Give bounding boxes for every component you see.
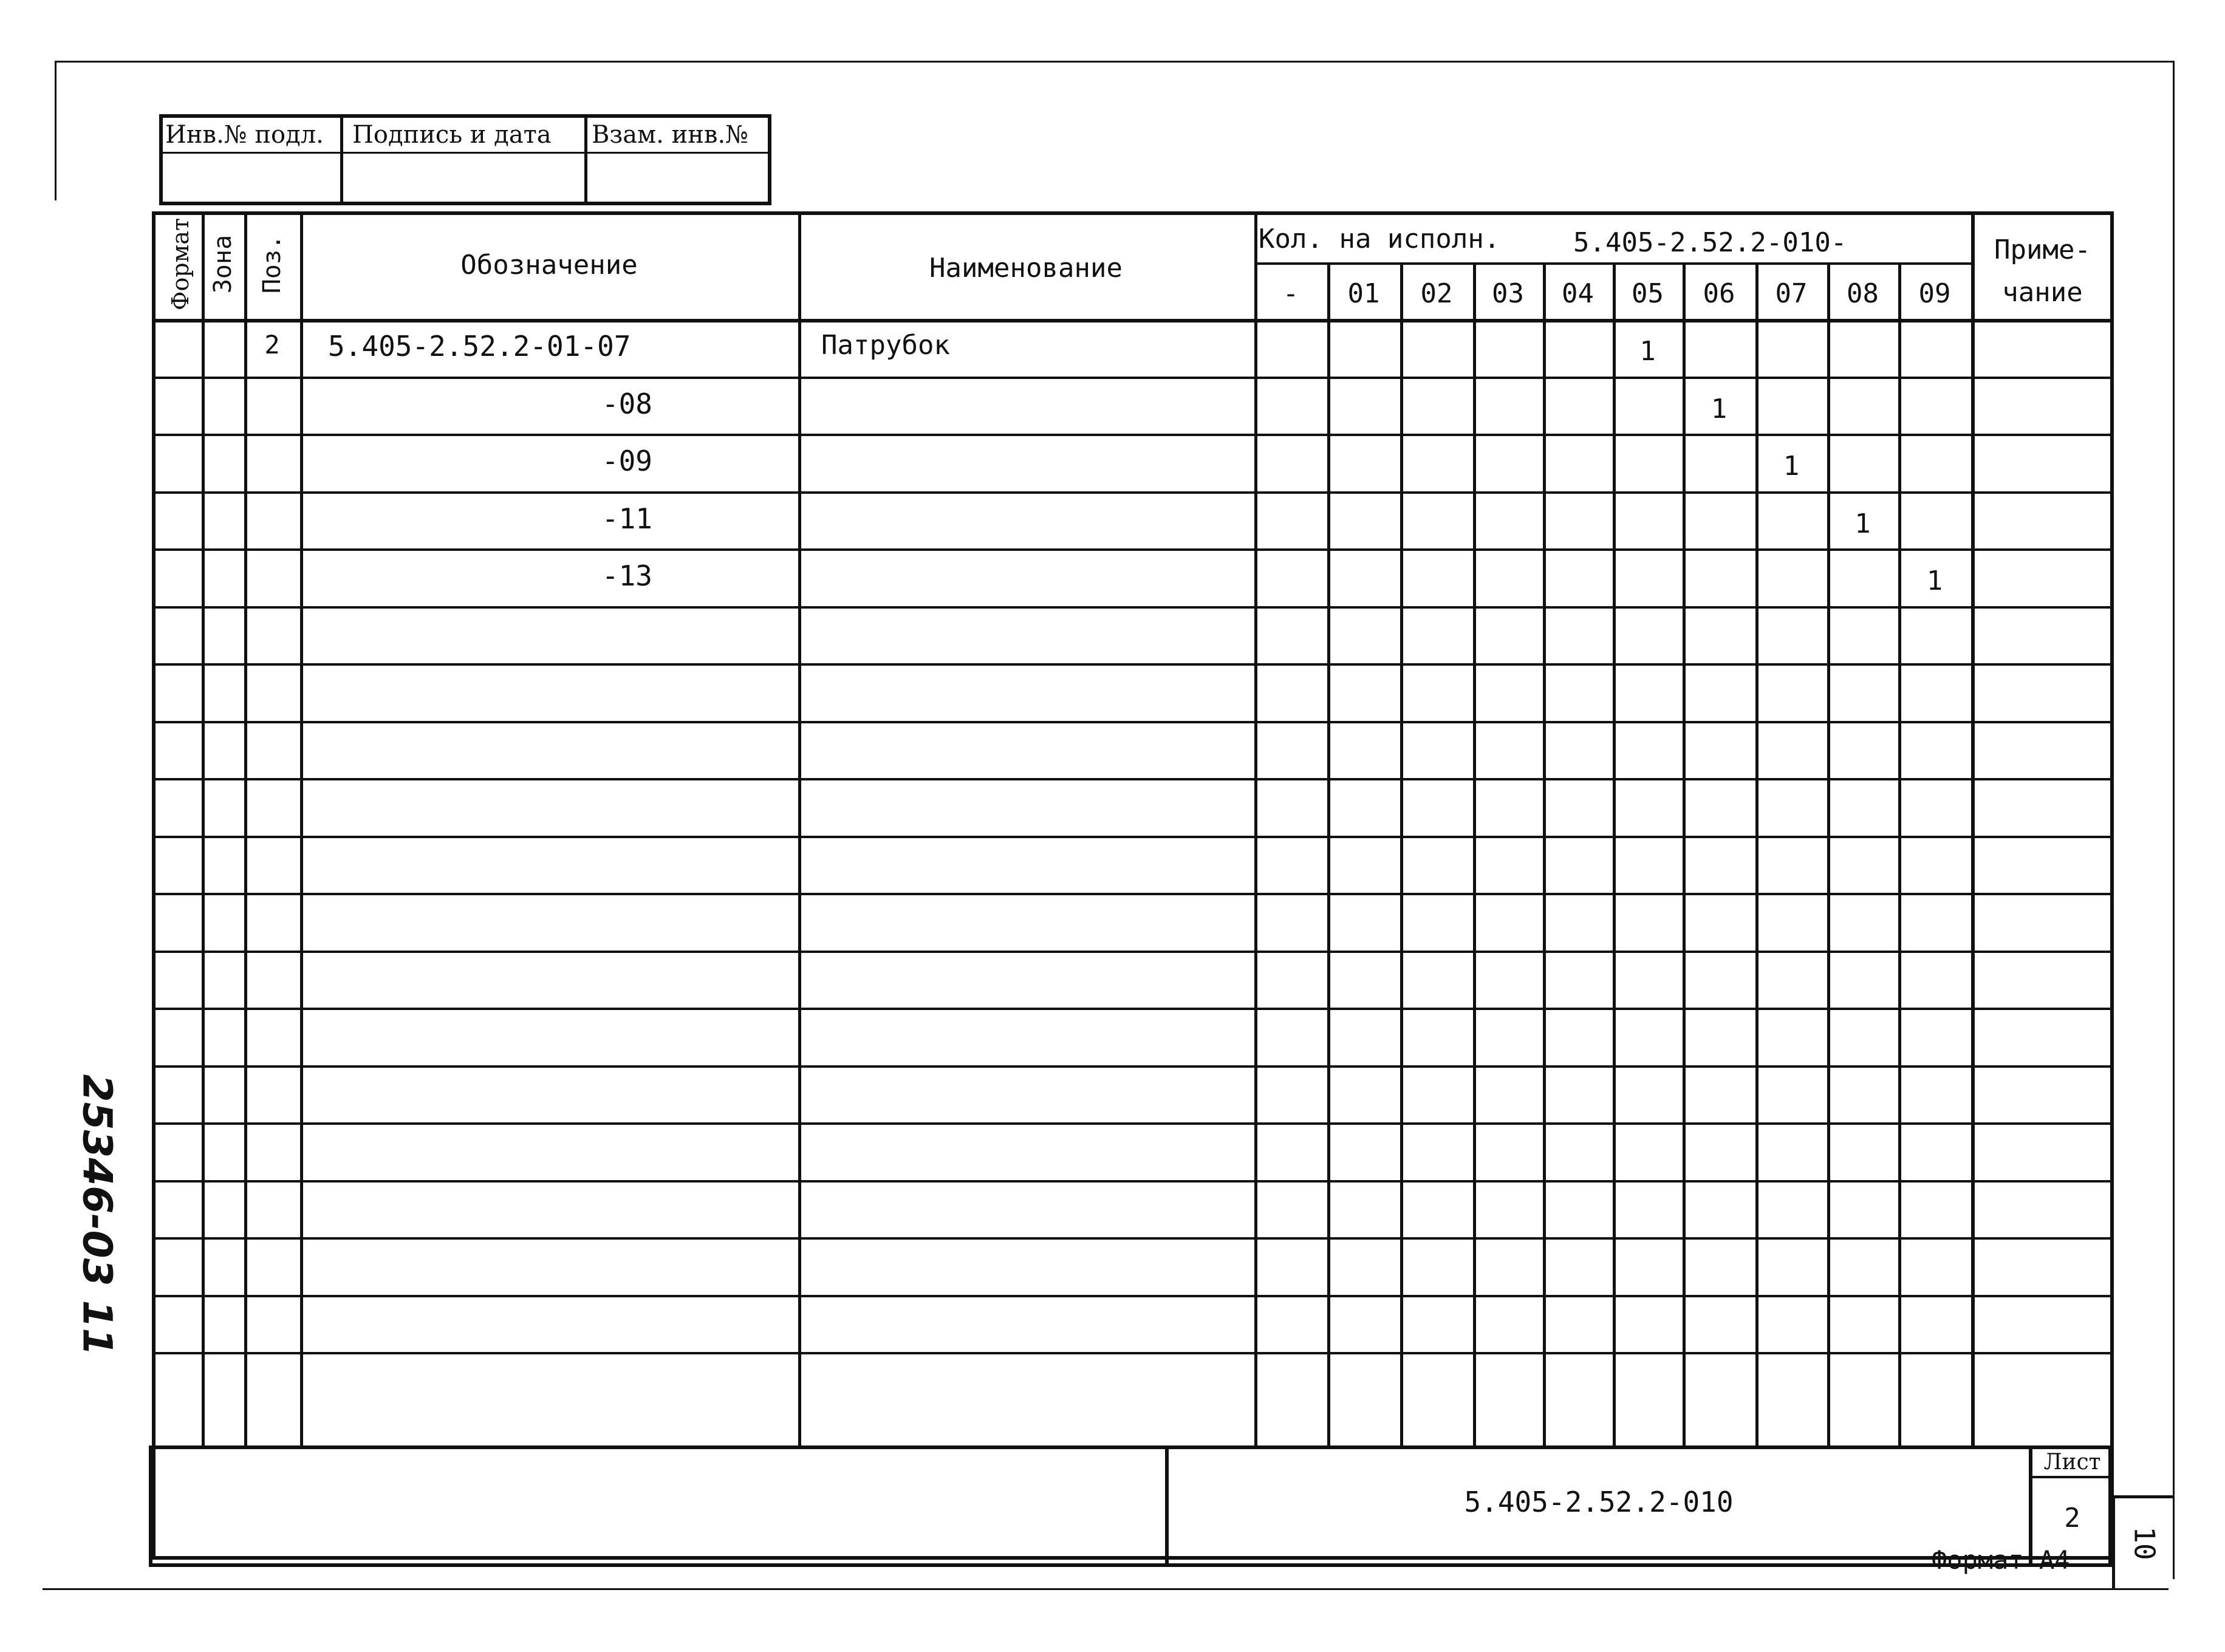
variant-header-02: 02 bbox=[1420, 278, 1453, 309]
frame-bottom bbox=[43, 1588, 2169, 1590]
frame-top bbox=[55, 61, 2175, 63]
header-poz: Поз. bbox=[258, 234, 287, 294]
row-qty-07: 1 bbox=[1783, 451, 1800, 482]
variant-header-04: 04 bbox=[1562, 278, 1594, 309]
title-doc-number: 5.405-2.52.2-010 bbox=[1464, 1486, 1734, 1518]
header-prime-1: Приме- bbox=[1994, 234, 2091, 265]
title-list-label: Лист bbox=[2043, 1450, 2101, 1475]
stamp-inv-podl: Инв.№ подл. bbox=[165, 121, 324, 149]
variant-header-07: 07 bbox=[1775, 278, 1808, 309]
row-designation: -09 bbox=[601, 445, 652, 477]
side-number: 10 bbox=[2128, 1526, 2161, 1560]
frame-right bbox=[2173, 61, 2175, 1579]
row-qty-05: 1 bbox=[1639, 336, 1656, 367]
row-qty-09: 1 bbox=[1926, 565, 1943, 596]
title-format-label: Формат А4 bbox=[1932, 1545, 2070, 1575]
header-format: Формат bbox=[167, 218, 194, 310]
variant-header-06: 06 bbox=[1703, 278, 1735, 309]
row-designation: 5.405-2.52.2-01-07 bbox=[328, 330, 631, 363]
variant-header-01: 01 bbox=[1347, 278, 1380, 309]
frame-left-tick bbox=[55, 61, 56, 200]
variant-header-base: - bbox=[1282, 278, 1299, 309]
row-poz: 2 bbox=[264, 330, 280, 360]
stamp-podpis-data: Подпись и дата bbox=[352, 121, 552, 149]
row-designation: -08 bbox=[601, 387, 652, 420]
row-designation: -11 bbox=[601, 502, 652, 535]
row-name: Патрубок bbox=[821, 330, 950, 361]
header-prime-2: чание bbox=[2002, 277, 2083, 308]
header-naimenovanie: Наименование bbox=[929, 253, 1123, 284]
header-kol-label: Кол. на исполн. bbox=[1259, 224, 1500, 254]
row-designation: -13 bbox=[601, 559, 652, 592]
variant-header-09: 09 bbox=[1918, 278, 1951, 309]
variant-header-08: 08 bbox=[1847, 278, 1879, 309]
header-zona: Зона bbox=[209, 234, 238, 294]
side-number-box bbox=[2112, 1495, 2175, 1588]
header-oboznachenie: Обозначение bbox=[460, 250, 638, 281]
row-qty-06: 1 bbox=[1711, 393, 1728, 425]
handwritten-note: 25346-03 11 bbox=[73, 1074, 121, 1356]
variant-header-05: 05 bbox=[1632, 278, 1664, 309]
row-qty-08: 1 bbox=[1854, 508, 1871, 539]
header-kol-doc: 5.405-2.52.2-010- bbox=[1573, 227, 1847, 258]
title-list-number: 2 bbox=[2064, 1503, 2080, 1534]
stamp-vzam-inv: Взам. инв.№ bbox=[592, 121, 749, 149]
variant-header-03: 03 bbox=[1492, 278, 1524, 309]
